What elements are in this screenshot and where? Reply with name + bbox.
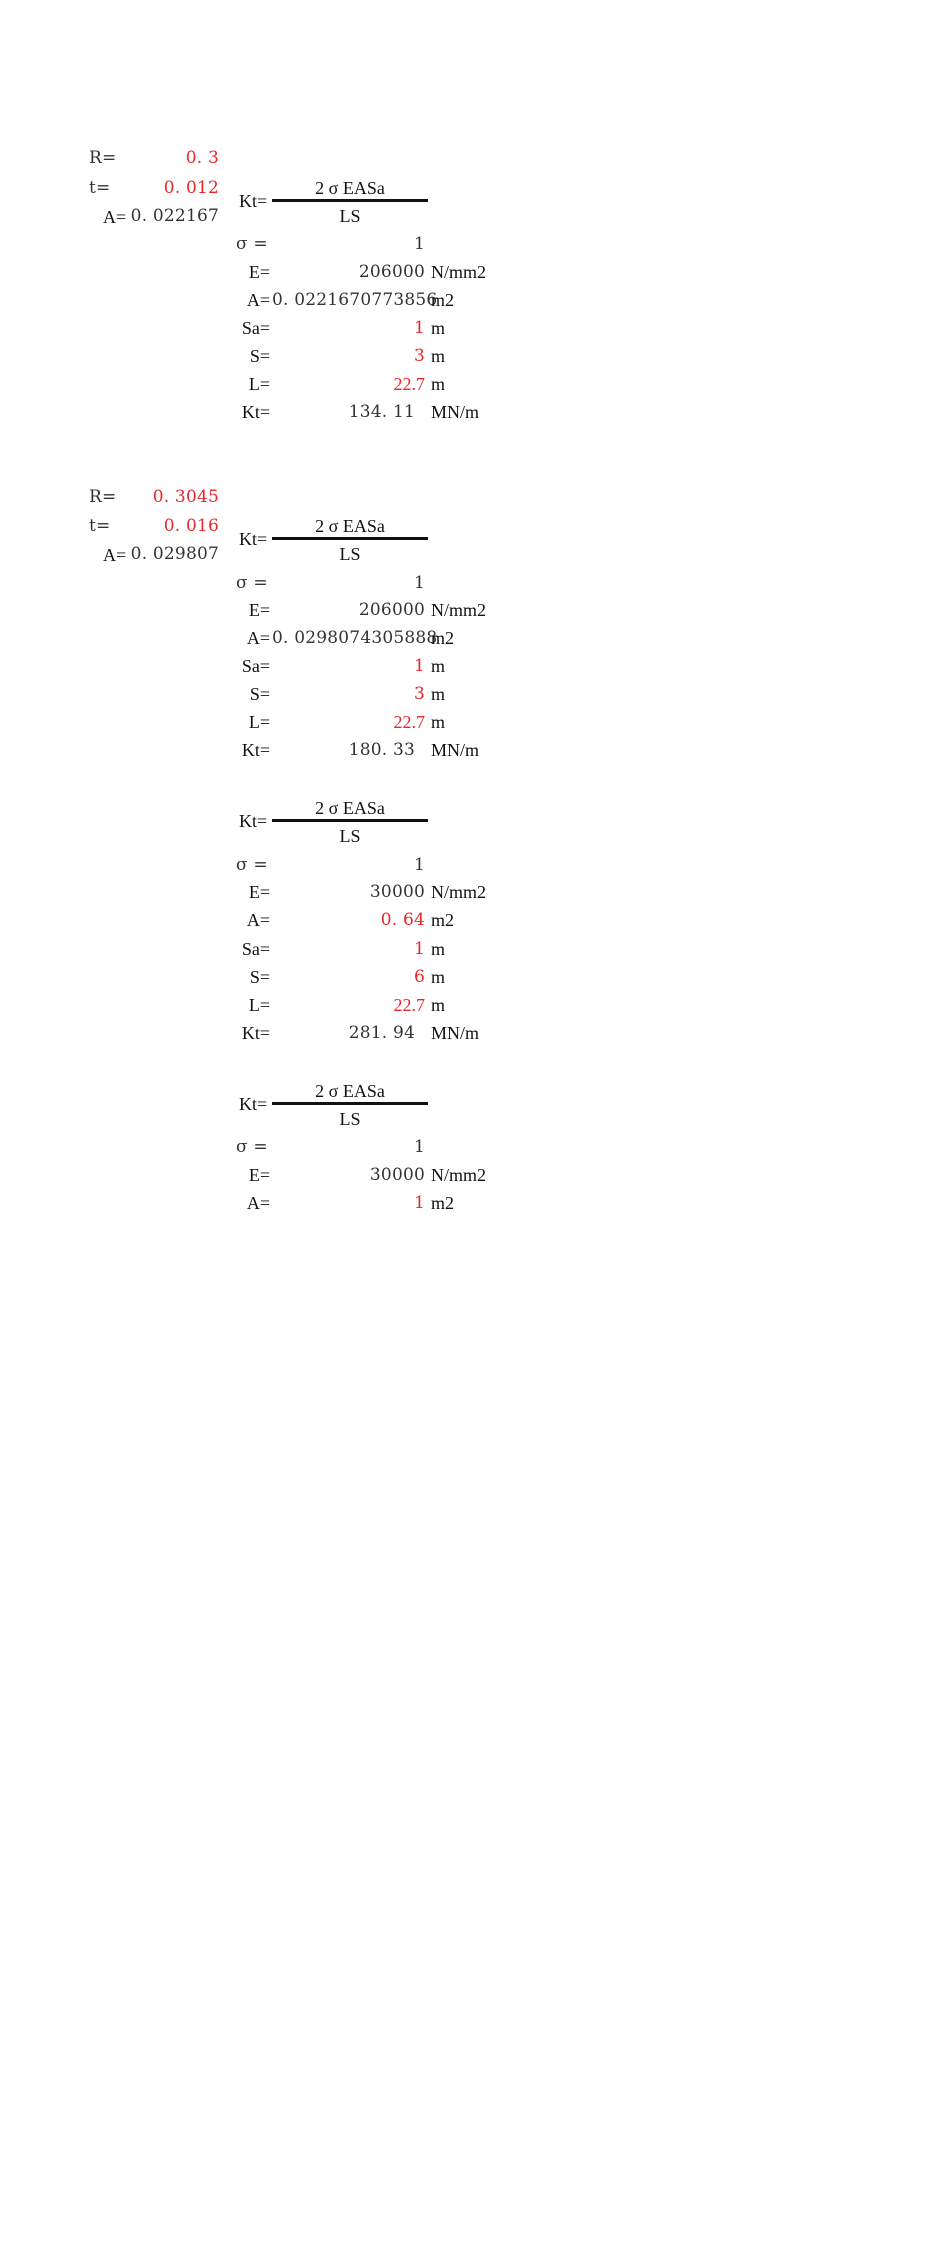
row-value: 206000 <box>358 600 425 620</box>
r-label: R= <box>89 148 117 168</box>
formula-denominator: LS <box>339 1109 361 1129</box>
row-unit: m <box>431 995 446 1015</box>
row-label: σ = <box>236 573 268 593</box>
row-value: 3 <box>413 684 425 704</box>
row-label: L= <box>248 995 270 1015</box>
t-value: 0. 016 <box>163 516 219 536</box>
row-unit: MN/m <box>431 1023 480 1043</box>
row-label: E= <box>248 882 270 902</box>
row-label: A= <box>246 910 270 930</box>
row-unit: m2 <box>431 290 455 310</box>
row-value: 1 <box>413 234 425 254</box>
row-unit: MN/m <box>431 740 480 760</box>
row-unit: m2 <box>431 628 455 648</box>
row-label: S= <box>249 967 270 987</box>
row-unit: m <box>431 967 446 987</box>
row-unit: m <box>431 939 446 959</box>
a-value: 0. 022167 <box>130 206 219 226</box>
row-value: 6 <box>413 967 425 987</box>
t-label: t= <box>89 516 111 536</box>
row-value: 134. 11 <box>348 402 415 422</box>
a-label: A= <box>103 207 127 227</box>
row-unit: N/mm2 <box>431 1165 487 1185</box>
a-value: 0. 029807 <box>130 544 219 564</box>
row-value: 30000 <box>369 882 425 902</box>
fraction-bar <box>272 1102 428 1105</box>
fraction-bar <box>272 537 428 540</box>
row-value: 1 <box>413 656 425 676</box>
row-value: 1 <box>413 1193 425 1213</box>
row-label: L= <box>248 374 270 394</box>
row-label: σ = <box>236 1137 268 1157</box>
row-value: 1 <box>413 855 425 875</box>
formula-denominator: LS <box>339 544 361 564</box>
fraction-bar <box>272 819 428 822</box>
row-unit: N/mm2 <box>431 600 487 620</box>
r-label: R= <box>89 487 117 507</box>
formula-lhs: Kt= <box>239 811 268 831</box>
row-unit: m <box>431 656 446 676</box>
row-unit: m <box>431 318 446 338</box>
row-unit: m2 <box>431 1193 455 1213</box>
row-label: S= <box>249 684 270 704</box>
fraction-bar <box>272 199 428 202</box>
row-value: 0. 0298074305888 <box>272 628 438 648</box>
t-value: 0. 012 <box>163 178 219 198</box>
row-label: Sa= <box>241 318 270 338</box>
row-value: 0. 64 <box>380 910 425 930</box>
row-value: 0. 0221670773856 <box>272 290 438 310</box>
row-unit: N/mm2 <box>431 262 487 282</box>
r-value: 0. 3 <box>185 148 219 168</box>
row-value: 22.7 <box>393 374 425 394</box>
row-value: 1 <box>413 1137 425 1157</box>
row-label: L= <box>248 712 270 732</box>
row-label: Kt= <box>241 1023 270 1043</box>
row-unit: MN/m <box>431 402 480 422</box>
row-value: 1 <box>413 939 425 959</box>
row-unit: m <box>431 684 446 704</box>
row-unit: N/mm2 <box>431 882 487 902</box>
row-value: 1 <box>413 573 425 593</box>
row-label: Kt= <box>241 402 270 422</box>
row-value: 206000 <box>358 262 425 282</box>
row-value: 180. 33 <box>348 740 415 760</box>
formula-numerator: 2 σ EASa <box>315 1081 385 1101</box>
row-label: A= <box>246 290 270 310</box>
row-label: E= <box>248 1165 270 1185</box>
t-label: t= <box>89 178 111 198</box>
row-label: σ = <box>236 855 268 875</box>
formula-lhs: Kt= <box>239 529 268 549</box>
row-label: E= <box>248 600 270 620</box>
formula-lhs: Kt= <box>239 1094 268 1114</box>
formula-denominator: LS <box>339 826 361 846</box>
row-label: Sa= <box>241 939 270 959</box>
r-value: 0. 3045 <box>152 487 219 507</box>
row-unit: m2 <box>431 910 455 930</box>
row-label: Kt= <box>241 740 270 760</box>
row-value: 3 <box>413 346 425 366</box>
row-unit: m <box>431 346 446 366</box>
row-unit: m <box>431 374 446 394</box>
row-label: S= <box>249 346 270 366</box>
a-label: A= <box>103 545 127 565</box>
formula-lhs: Kt= <box>239 191 268 211</box>
formula-numerator: 2 σ EASa <box>315 798 385 818</box>
row-value: 1 <box>413 318 425 338</box>
calc-block-4 <box>0 903 950 2247</box>
row-value: 281. 94 <box>348 1023 415 1043</box>
row-label: A= <box>246 628 270 648</box>
row-value: 30000 <box>369 1165 425 1185</box>
formula-denominator: LS <box>339 206 361 226</box>
row-label: Sa= <box>241 656 270 676</box>
row-label: σ = <box>236 234 268 254</box>
row-value: 22.7 <box>393 712 425 732</box>
formula-numerator: 2 σ EASa <box>315 178 385 198</box>
row-label: E= <box>248 262 270 282</box>
formula-numerator: 2 σ EASa <box>315 516 385 536</box>
row-label: A= <box>246 1193 270 1213</box>
row-value: 22.7 <box>393 995 425 1015</box>
row-unit: m <box>431 712 446 732</box>
